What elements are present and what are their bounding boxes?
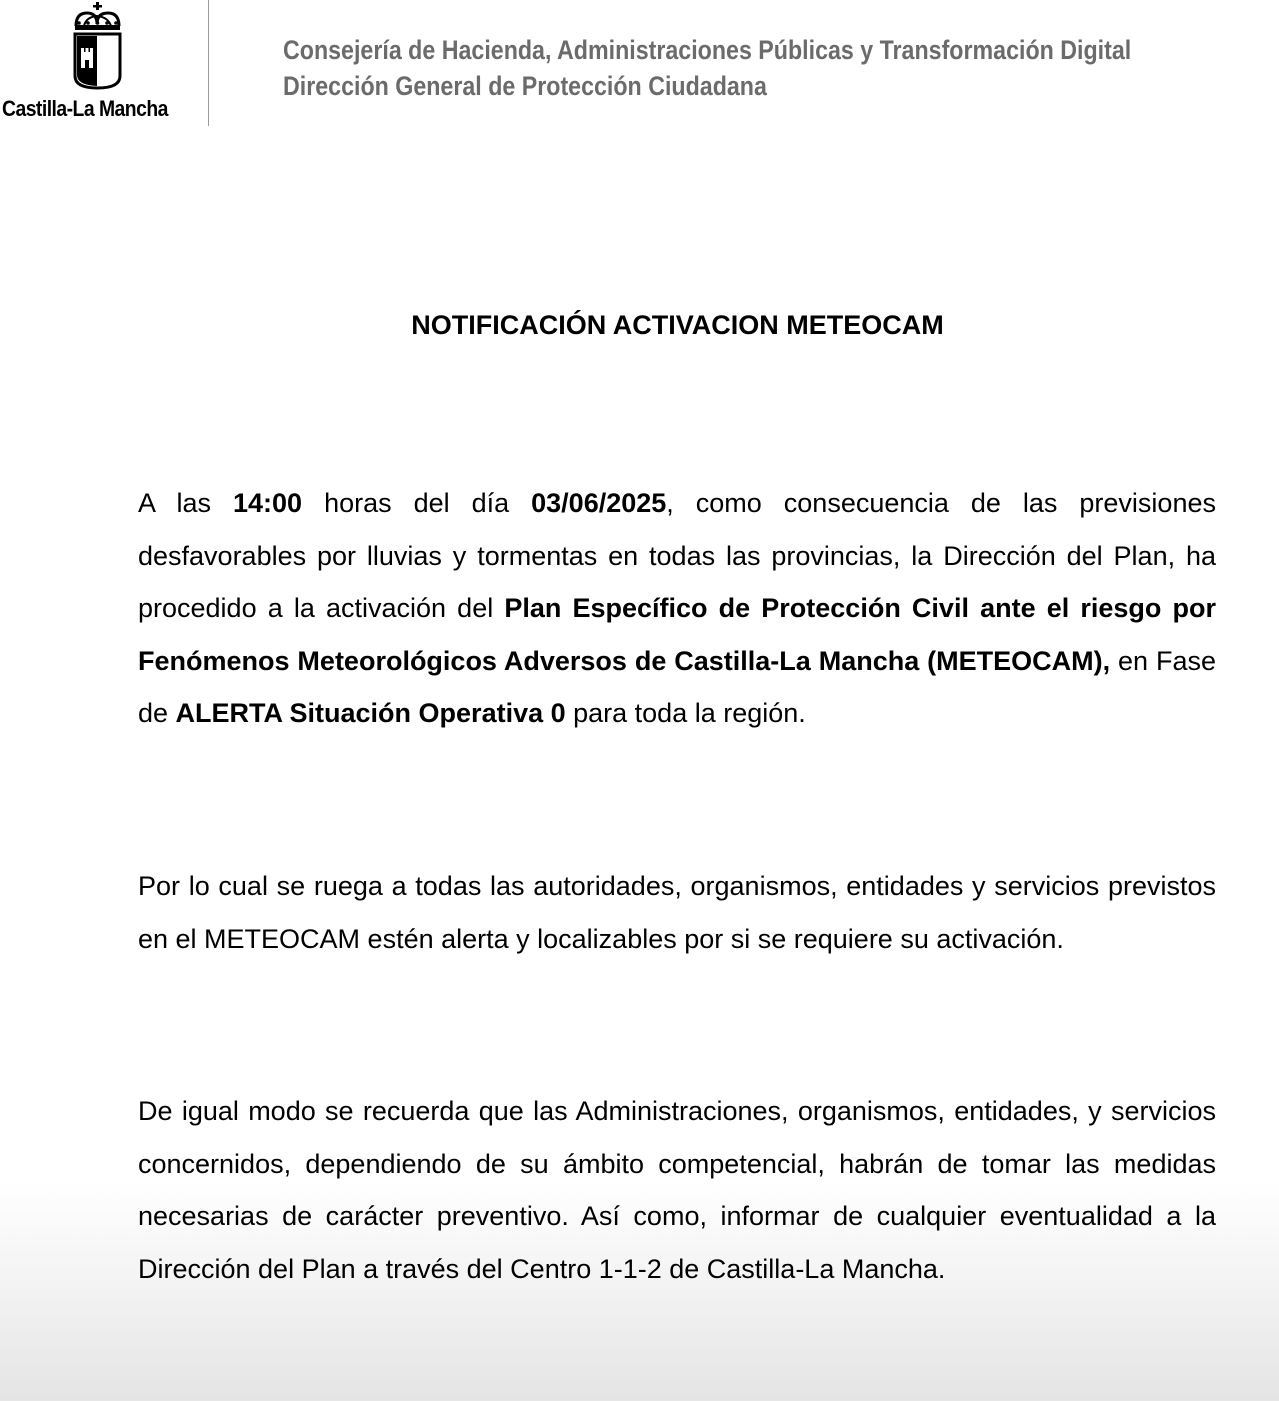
castle-crown-emblem-icon xyxy=(66,2,130,92)
department-name: Consejería de Hacienda, Administraciones Públicas y Transformación Digital xyxy=(283,35,1132,65)
document-title: NOTIFICACIÓN ACTIVACION METEOCAM xyxy=(411,310,944,340)
paragraph-reminder: De igual modo se recuerda que las Administraciones, organismos, entidades, y servicios concernidos, dependiendo de su ámbito competencial, habrán de tomar las medidas necesarias de carácter preventivo. Así como, informar de cualquier eventualidad a la Dirección del Plan a través del Centro 1-1-2 de Castilla-La Mancha. xyxy=(138,1096,1216,1284)
directorate-name: Dirección General de Protección Ciudadana xyxy=(283,71,767,101)
logo-text: Castilla-La Mancha xyxy=(2,96,168,121)
paragraph-activation xyxy=(138,477,1216,740)
activation-date: 03/06/2025 xyxy=(531,488,667,518)
paragraph-text: , como consecuencia de las previsiones desfavorables por lluvias y tormentas en todas las provincias, la Dirección del Plan, ha procedido a la activación del xyxy=(138,488,1216,624)
logo xyxy=(0,0,209,126)
paragraph-request: Por lo cual se ruega a todas las autoridades, organismos, entidades y servicios previstos en el METEOCAM estén alerta y localizables por si se requiere su activación. xyxy=(138,871,1216,954)
paragraph-text: A las xyxy=(138,488,234,518)
paragraph-text: para toda la región. xyxy=(565,698,806,729)
document-header xyxy=(0,0,1279,130)
department-heading xyxy=(283,32,1131,104)
activation-time: 14:00 xyxy=(233,488,303,518)
paragraph-text: horas del día xyxy=(302,488,532,518)
plan-name: Plan Específico de Protección Civil ante el riesgo por Fenómenos Meteorológicos Adversos de Castilla-La Mancha (METEOCAM), xyxy=(138,593,1216,676)
paragraph-text: en Fase de xyxy=(138,645,1217,729)
alert-phase: ALERTA Situación Operativa 0 xyxy=(175,698,566,729)
